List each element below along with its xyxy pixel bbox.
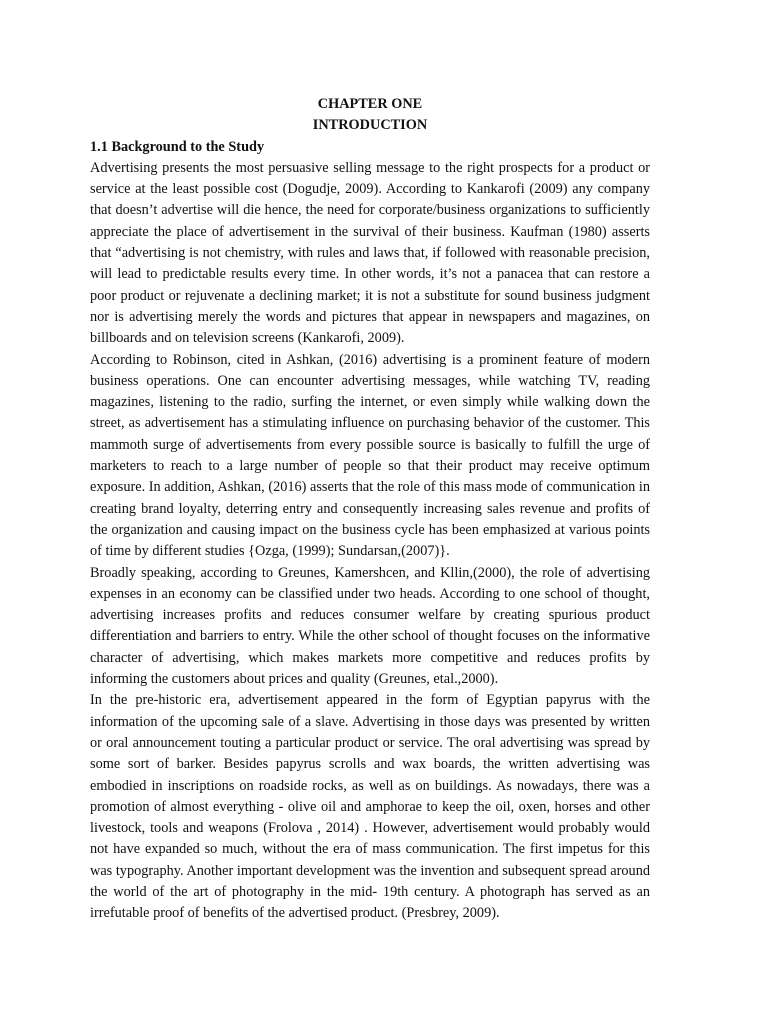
- paragraph-4: In the pre-historic era, advertisement appeared in the form of Egyptian papyrus with the information of the upcoming sale of a slave. Advertising in those days was presented by written or oral announcement touting a particular product or service. The oral advertising was spread by some sort of barker. Besides papyrus scrolls and wax boards, the written advertising was embodied in inscriptions on roadside rocks, as well as on buildings. As nowadays, there was a promotion of almost everything - olive oil and amphorae to keep the oil, oxen, horses and other livestock, tools and weapons (Frolova , 2014) . However, advertisement would probably would not have expanded so much, without the era of mass communication. The first impetus for this was typography. Another important development was the invention and subsequent spread around the world of the art of photography in the mid- 19th century. A photograph has served as an irrefutable proof of benefits of the advertised product. (Presbrey, 2009).: [90, 692, 650, 922]
- section-heading: 1.1 Background to the Study: [90, 138, 265, 155]
- document-page: [90, 94, 650, 925]
- paragraph-2: According to Robinson, cited in Ashkan, (2016) advertising is a prominent feature of modern business operations. One can encounter advertising messages, while watching TV, reading magazines, listening to the radio, surfing the internet, or even simply while walking down the street, as advertisement has a stimulating influence on purchasing behavior of the customer. This mammoth surge of advertisements from every possible source is basically to fulfill the urge of marketers to reach to a large number of people so that their product may receive optimum exposure. In addition, Ashkan, (2016) asserts that the role of this mass mode of communication in creating brand loyalty, deterring entry and consequently increasing sales revenue and profits of the organization and causing impact on the business cycle has been emphasized at various points of time by different studies {Ozga, (1999); Sundarsan,(2007)}.: [90, 351, 650, 560]
- chapter-title: INTRODUCTION: [312, 117, 428, 134]
- paragraph-1: Advertising presents the most persuasive selling message to the right prospects for a product or service at the least possible cost (Dogudje, 2009). According to Kankarofi (2009) any company that doesn’t advertise will die hence, the need for corporate/business organizations to sufficiently appreciate the place of advertisement in the survival of their business. Kaufman (1980) asserts that “advertising is not chemistry, with rules and laws that, if followed with reasonable precision, will lead to predictable results every time. In other words, it’s not a panacea that can restore a poor product or rejuvenate a declining market; it is not a substitute for sound business judgment nor is advertising merely the words and pictures that appear in newspapers and magazines, on billboards and on television screens (Kankarofi, 2009).: [90, 159, 650, 347]
- paragraph-3: Broadly speaking, according to Greunes, Kamershcen, and Kllin,(2000), the role of advertising expenses in an economy can be classified under two heads. According to one school of thought, advertising increases profits and reduces consumer welfare by creating spurious product differentiation and barriers to entry. While the other school of thought focuses on the informative character of advertising, which makes markets more competitive and reduces profits by informing the customers about prices and quality (Greunes, etal.,2000).: [90, 564, 650, 688]
- chapter-label: CHAPTER ONE: [317, 96, 423, 112]
